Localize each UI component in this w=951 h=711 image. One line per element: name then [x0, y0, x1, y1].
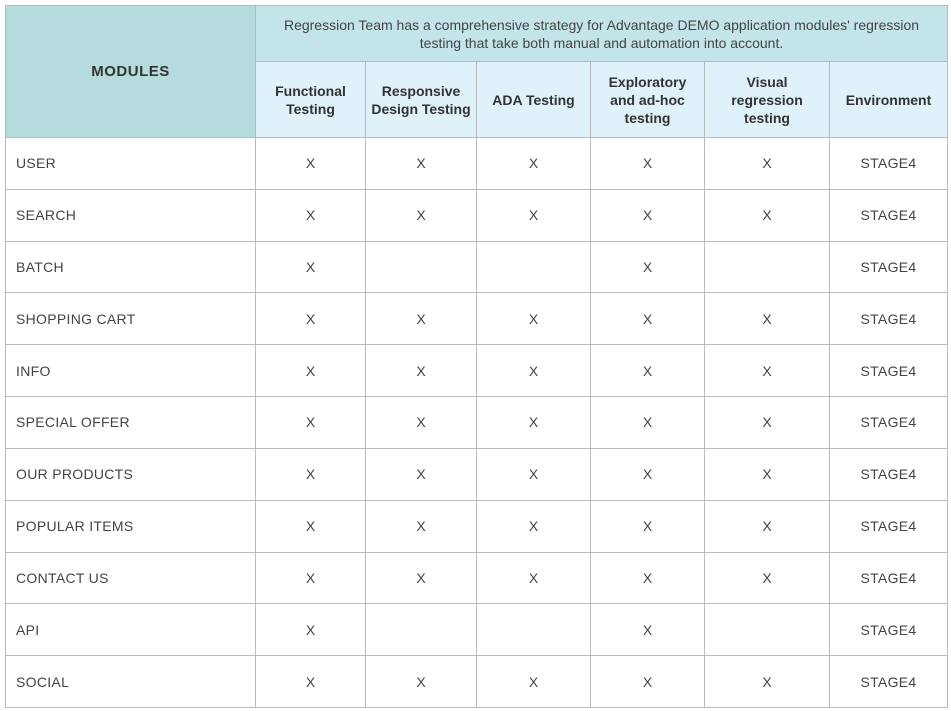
coverage-mark-cell: X — [477, 189, 591, 241]
coverage-mark-cell: X — [591, 189, 705, 241]
header-row-top — [6, 6, 948, 62]
module-name-cell: POPULAR ITEMS — [6, 500, 256, 552]
coverage-mark-cell: X — [366, 138, 477, 190]
coverage-mark-cell: X — [705, 448, 830, 500]
module-name-cell: SPECIAL OFFER — [6, 397, 256, 449]
module-name-cell: BATCH — [6, 241, 256, 293]
coverage-mark-cell: X — [366, 656, 477, 708]
module-name-cell: CONTACT US — [6, 552, 256, 604]
coverage-mark-cell: X — [591, 552, 705, 604]
coverage-mark-cell: X — [366, 500, 477, 552]
coverage-mark-cell: X — [591, 500, 705, 552]
environment-cell: STAGE4 — [830, 293, 948, 345]
coverage-mark-cell: X — [366, 552, 477, 604]
coverage-mark-cell: X — [256, 448, 366, 500]
coverage-mark-cell — [366, 241, 477, 293]
coverage-mark-cell: X — [256, 293, 366, 345]
coverage-mark-cell: X — [591, 604, 705, 656]
coverage-mark-cell — [477, 241, 591, 293]
module-name-cell: API — [6, 604, 256, 656]
coverage-mark-cell — [705, 604, 830, 656]
coverage-mark-cell: X — [366, 189, 477, 241]
environment-cell: STAGE4 — [830, 138, 948, 190]
col-header-responsive-design-testing: Responsive Design Testing — [366, 62, 477, 138]
environment-cell: STAGE4 — [830, 552, 948, 604]
coverage-mark-cell: X — [256, 189, 366, 241]
coverage-mark-cell: X — [477, 448, 591, 500]
table-row — [6, 293, 948, 345]
coverage-mark-cell — [477, 604, 591, 656]
coverage-mark-cell: X — [705, 293, 830, 345]
coverage-mark-cell: X — [256, 500, 366, 552]
regression-table-container — [5, 5, 947, 707]
col-header-exploratory-testing: Exploratory and ad-hoc testing — [591, 62, 705, 138]
environment-cell: STAGE4 — [830, 241, 948, 293]
environment-cell: STAGE4 — [830, 345, 948, 397]
coverage-mark-cell: X — [591, 397, 705, 449]
strategy-description: Regression Team has a comprehensive strategy for Advantage DEMO application modules' regression testing that take both manual and automation into account. — [256, 6, 948, 62]
col-header-functional-testing: Functional Testing — [256, 62, 366, 138]
coverage-mark-cell — [705, 241, 830, 293]
environment-cell: STAGE4 — [830, 500, 948, 552]
col-header-ada-testing: ADA Testing — [477, 62, 591, 138]
coverage-mark-cell: X — [591, 448, 705, 500]
table-row — [6, 189, 948, 241]
col-header-visual-regression-testing: Visual regression testing — [705, 62, 830, 138]
coverage-mark-cell: X — [591, 138, 705, 190]
coverage-mark-cell: X — [705, 656, 830, 708]
module-name-cell: SHOPPING CART — [6, 293, 256, 345]
environment-cell: STAGE4 — [830, 448, 948, 500]
table-row — [6, 138, 948, 190]
coverage-mark-cell: X — [591, 656, 705, 708]
coverage-mark-cell: X — [705, 138, 830, 190]
coverage-mark-cell: X — [366, 448, 477, 500]
coverage-mark-cell: X — [256, 552, 366, 604]
coverage-mark-cell: X — [256, 604, 366, 656]
modules-column-header: MODULES — [6, 6, 256, 138]
table-row — [6, 500, 948, 552]
table-row — [6, 604, 948, 656]
coverage-mark-cell: X — [366, 397, 477, 449]
coverage-mark-cell: X — [705, 345, 830, 397]
coverage-mark-cell: X — [705, 552, 830, 604]
coverage-mark-cell: X — [366, 345, 477, 397]
table-row — [6, 656, 948, 708]
coverage-mark-cell: X — [477, 656, 591, 708]
col-header-environment: Environment — [830, 62, 948, 138]
coverage-mark-cell: X — [591, 241, 705, 293]
table-row — [6, 397, 948, 449]
module-name-cell: USER — [6, 138, 256, 190]
table-row — [6, 345, 948, 397]
module-name-cell: OUR PRODUCTS — [6, 448, 256, 500]
coverage-mark-cell: X — [705, 500, 830, 552]
module-name-cell: INFO — [6, 345, 256, 397]
coverage-mark-cell: X — [366, 293, 477, 345]
module-name-cell: SEARCH — [6, 189, 256, 241]
coverage-mark-cell: X — [591, 293, 705, 345]
coverage-mark-cell: X — [477, 138, 591, 190]
coverage-mark-cell: X — [477, 397, 591, 449]
coverage-mark-cell: X — [477, 552, 591, 604]
coverage-mark-cell: X — [256, 345, 366, 397]
environment-cell: STAGE4 — [830, 604, 948, 656]
table-row — [6, 241, 948, 293]
table-row — [6, 448, 948, 500]
coverage-mark-cell: X — [477, 345, 591, 397]
regression-matrix-table — [5, 5, 948, 708]
coverage-mark-cell — [366, 604, 477, 656]
environment-cell: STAGE4 — [830, 189, 948, 241]
coverage-mark-cell: X — [256, 397, 366, 449]
coverage-mark-cell: X — [705, 397, 830, 449]
module-name-cell: SOCIAL — [6, 656, 256, 708]
coverage-mark-cell: X — [477, 293, 591, 345]
table-body — [6, 138, 948, 708]
coverage-mark-cell: X — [256, 656, 366, 708]
environment-cell: STAGE4 — [830, 656, 948, 708]
coverage-mark-cell: X — [256, 138, 366, 190]
coverage-mark-cell: X — [591, 345, 705, 397]
coverage-mark-cell: X — [477, 500, 591, 552]
coverage-mark-cell: X — [705, 189, 830, 241]
environment-cell: STAGE4 — [830, 397, 948, 449]
table-row — [6, 552, 948, 604]
table-header — [6, 6, 948, 138]
coverage-mark-cell: X — [256, 241, 366, 293]
